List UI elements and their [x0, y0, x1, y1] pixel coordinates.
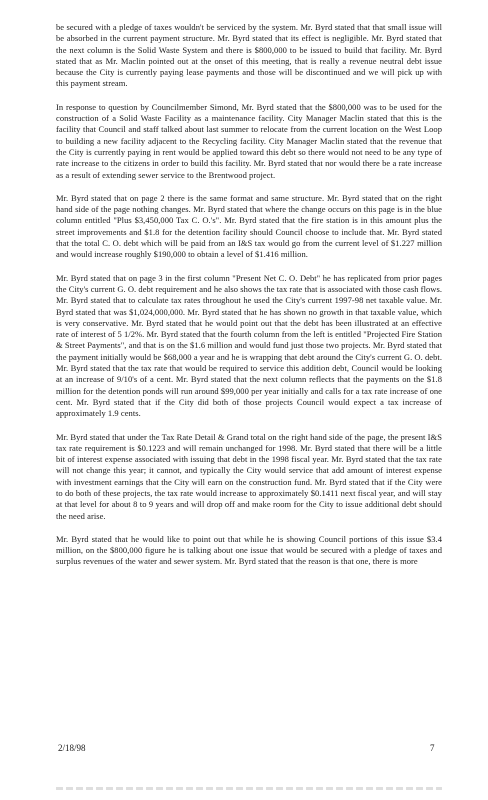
- minutes-body: [56, 22, 442, 580]
- paragraph-page-2-format: Mr. Byrd stated that on page 2 there is the same format and same structure. Mr. Byrd stated that on the right hand side of the page nothing changes. Mr. Byrd stated that where the change occurs on this page is in the blue column entitled "Plus $3,450,000 Tax C. O.'s". Mr. Byrd stated that the fire station is in this amount plus the street improvements and $1.8 for the detention facility should Council choose to include that. Mr. Byrd stated that the total C. O. debt which will be paid from an I&S tax would go from the current level of $1.227 million and would increase roughly $190,000 to obtain a level of $1.416 million.: [56, 192, 442, 260]
- paragraph-issue-portions: Mr. Byrd stated that he would like to point out that while he is showing Council portions of this issue $3.4 million, on the $800,000 figure he is talking about one issue that would be secured with a pledge of taxes and surplus revenues of the water and sewer system. Mr. Byrd stated that the reason is that one, there is more: [56, 533, 442, 567]
- page-number: 7: [430, 743, 435, 753]
- next-page-bleed-through: [56, 787, 442, 790]
- footer-date: 2/18/98: [58, 743, 86, 753]
- paragraph-solid-waste-carryover: be secured with a pledge of taxes wouldn't be serviced by the system. Mr. Byrd stated that that small issue will be absorbed in the current payment structure. Mr. Byrd stated that its effect is negligible. Mr. Byrd stated that the next column is the Solid Waste System and there is $800,000 to be issued to build that facility. Mr. Byrd stated that as Mr. Maclin pointed out at the onset of this meeting, that is really a revenue neutral debt issue because the City is currently paying lease payments and those will be discontinued and we will pick up with this payment stream.: [56, 22, 442, 89]
- paragraph-tax-rate-detail: Mr. Byrd stated that under the Tax Rate Detail & Grand total on the right hand side of the page, the present I&S tax rate requirement is $0.1223 and will remain unchanged for 1998. Mr. Byrd stated that there will be a little bit of interest expense associated with issuing that debt in the 1998 fiscal year. Mr. Byrd stated that the tax rate will not change this year; it cannot, and typically the City would service that add amount of interest expense with investment earnings that the City will earn on the construction fund. Mr. Byrd stated that if the City were to do both of these projects, the tax rate would increase to approximately $0.1411 next fiscal year, and will stay at that level for about 8 to 9 years and will drop off and make room for the City to issue additional debt should the need arise.: [56, 431, 442, 521]
- paragraph-page-3-debt: Mr. Byrd stated that on page 3 in the first column "Present Net C. O. Debt" he has replicated from prior pages the City's current G. O. debt requirement and he also shows the tax rate that is associated with those cash flows. Mr. Byrd stated that to calculate tax rates throughout he used the City's current 1997-98 net taxable value. Mr. Byrd stated that was $1,024,000,000. Mr. Byrd stated that he has shown no growth in that taxable value, which is very conservative. Mr. Byrd stated that he would point out that the debt has been illustrated at an effective rate of interest of 5 1/2%. Mr. Byrd stated that the fourth column from the left is entitled "Projected Fire Station & Street Payments", and that is on the $1.6 million and would fund just those two projects. Mr. Byrd stated that the payment initially would be $68,000 a year and he is wrapping that debt around the City's current G. O. debt. Mr. Byrd stated that the tax rate that would be required to service this addition debt, Council would be looking at an increase of 9/10's of a cent. Mr. Byrd stated that the next column reflects that the payments on the $1.8 million for the detention ponds will run around $99,000 per year initially and calls for a tax rate increase of one cent. Mr. Byrd stated that if the City did both of those projects Council would expect a tax increase of approximately 1.9 cents.: [56, 272, 442, 419]
- paragraph-simond-question: In response to question by Councilmember Simond, Mr. Byrd stated that the $800,000 was to be used for the construction of a Solid Waste Facility as a maintenance facility. City Manager Maclin stated that this is the facility that Council and staff talked about last summer to relocate from the current location on the West Loop to building a new facility adjacent to the Recycling facility. City Manager Maclin stated that the revenue that the City is currently paying in rent would be applied toward this debt so there would not need to be any type of rate increase to the citizens in order to build this facility. Mr. Byrd stated that nor would there be a rate increase as a result of extending sewer service to the Brentwood project.: [56, 101, 442, 180]
